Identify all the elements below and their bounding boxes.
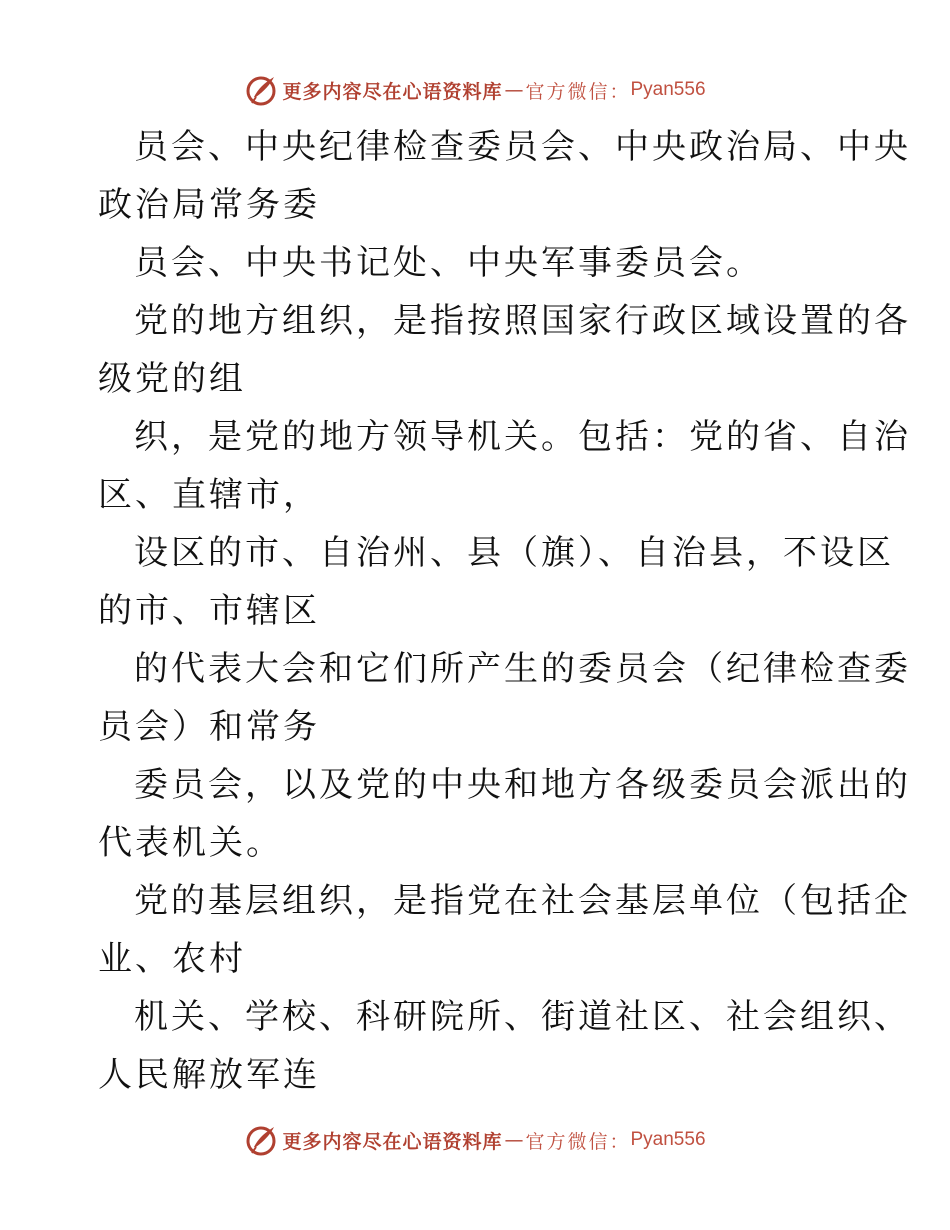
paragraph	[98, 756, 911, 872]
paragraph	[98, 872, 911, 988]
watermark-dash: —	[504, 1129, 524, 1151]
paragraph-line: 政治局常务委	[98, 185, 320, 225]
paragraph-line: 员会、中央书记处、中央军事委员会。	[134, 243, 763, 283]
paragraph	[98, 292, 911, 408]
watermark-main-text: 更多内容尽在心语资料库	[282, 1130, 503, 1153]
feather-circle-logo-icon	[244, 73, 278, 107]
paragraph-line: 设区的市、自治州、县（旗）、自治县，不设区	[134, 533, 894, 573]
paragraph	[98, 408, 911, 524]
paragraph-line: 业、农村	[98, 939, 246, 979]
watermark-wechat-id: Pyan556	[630, 1129, 706, 1150]
paragraph-line: 机关、学校、科研院所、街道社区、社会组织、	[134, 997, 911, 1037]
watermark-header	[0, 70, 950, 110]
watermark-wechat-label: 官方微信：	[525, 1130, 631, 1153]
paragraph	[98, 234, 858, 292]
paragraph	[98, 988, 911, 1104]
paragraph-line: 区、直辖市，	[98, 475, 320, 515]
document-body	[98, 118, 911, 1104]
paragraph-line: 的代表大会和它们所产生的委员会（纪律检查委	[134, 649, 911, 689]
paragraph-line: 员会）和常务	[98, 707, 320, 747]
paragraph-line: 党的地方组织，是指按照国家行政区域设置的各	[134, 301, 911, 341]
paragraph-line: 织，是党的地方领导机关。包括：党的省、自治	[134, 417, 911, 457]
watermark-wechat-label: 官方微信：	[525, 80, 631, 103]
paragraph-line: 的市、市辖区	[98, 591, 320, 631]
paragraph	[98, 118, 911, 234]
paragraph-line: 级党的组	[98, 359, 246, 399]
paragraph-line: 人民解放军连	[98, 1055, 320, 1095]
feather-circle-logo-icon	[244, 1123, 278, 1157]
paragraph	[98, 640, 911, 756]
watermark-footer	[0, 1120, 950, 1160]
paragraph-line: 党的基层组织，是指党在社会基层单位（包括企	[134, 881, 911, 921]
watermark-main-text: 更多内容尽在心语资料库	[282, 80, 503, 103]
paragraph-line: 员会、中央纪律检查委员会、中央政治局、中央	[134, 127, 911, 167]
paragraph-line: 代表机关。	[98, 823, 283, 863]
paragraph-line: 委员会，以及党的中央和地方各级委员会派出的	[134, 765, 911, 805]
watermark-dash: —	[504, 79, 524, 101]
watermark-wechat-id: Pyan556	[630, 79, 706, 100]
paragraph	[98, 524, 894, 640]
